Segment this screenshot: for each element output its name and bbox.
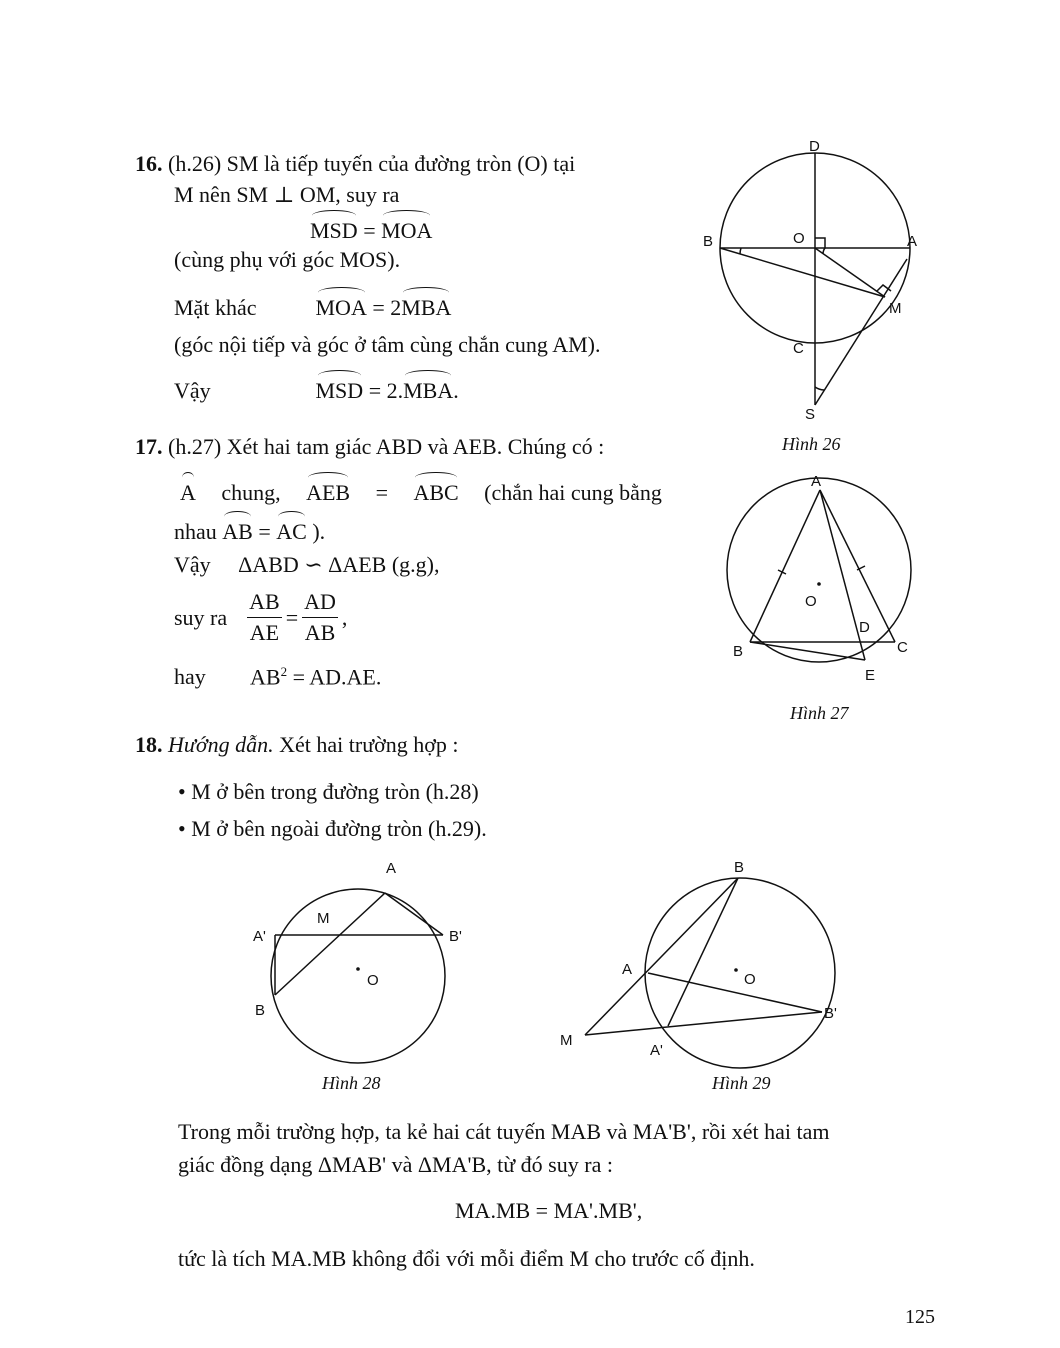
operator: = 2. — [368, 378, 404, 403]
label-b-prime: B' — [824, 1005, 837, 1022]
text-line: giác đồng dạng ΔMAB' và ΔMA'B, từ đó suy ra : — [178, 1152, 613, 1177]
segment-be — [750, 642, 865, 660]
problem-number: 18. — [135, 732, 163, 757]
label: Mặt khác — [174, 295, 257, 320]
text-line: tức là tích MA.MB không đổi với mỗi điểm M cho trước cố định. — [178, 1246, 755, 1271]
side-ab — [750, 490, 820, 642]
bullet-item: • M ở bên ngoài đường tròn (h.29). — [178, 816, 487, 841]
center-dot — [356, 967, 360, 971]
denominator: AE — [249, 620, 280, 645]
angle-mark — [815, 387, 824, 390]
circle-o — [271, 889, 445, 1063]
angle-abc: ABC — [413, 480, 459, 505]
text-line: Xét hai trường hợp : — [279, 732, 459, 757]
side-ac — [820, 490, 895, 642]
text: ). — [312, 519, 326, 544]
figure-28 — [245, 855, 485, 1075]
label-a-prime: A' — [253, 928, 266, 945]
label: suy ra — [174, 604, 228, 630]
label-a: A — [386, 860, 397, 877]
problem-17-line-1 — [135, 433, 604, 461]
label-d: D — [809, 138, 820, 155]
text-line: Trong mỗi trường hợp, ta kẻ hai cát tuyến MAB và MA'B', rồi xét hai tam — [178, 1119, 830, 1144]
equation-line-3 — [174, 377, 459, 405]
text-line: Vậy ΔABD ∽ ΔAEB (g.g), — [174, 552, 440, 577]
label-c: C — [793, 340, 804, 357]
angle-moa: MOA — [315, 295, 367, 320]
text-line: M nên SM ⊥ OM, suy ra — [174, 182, 400, 207]
denominator: AB — [304, 620, 336, 645]
problem-17-fraction-line — [174, 587, 347, 648]
numerator: AB — [247, 587, 282, 618]
segment-ab1 — [648, 973, 822, 1012]
label-b: B — [733, 643, 744, 660]
angle-mba: MBA — [403, 378, 454, 403]
arc-ac: AC — [276, 519, 307, 544]
label-m: M — [560, 1032, 573, 1049]
label-o: O — [793, 230, 805, 247]
label: Vậy — [174, 378, 211, 403]
label-a: A — [622, 961, 633, 978]
comma: , — [341, 604, 348, 630]
text: nhau — [174, 519, 217, 544]
figure-29 — [550, 850, 860, 1075]
center-dot — [817, 582, 821, 586]
label-s: S — [805, 406, 816, 423]
label-e: E — [865, 667, 876, 684]
segment-ab1 — [385, 893, 443, 935]
circle-o — [727, 478, 911, 662]
figure-28-caption: Hình 28 — [322, 1073, 381, 1093]
label-a: A — [907, 233, 918, 250]
label-b: B — [734, 859, 745, 876]
label-a-prime: A' — [650, 1042, 663, 1059]
period: . — [453, 378, 459, 403]
text: AB — [250, 664, 281, 690]
superscript: 2 — [280, 664, 288, 679]
bullet-item: • M ở bên trong đường tròn (h.28) — [178, 779, 479, 804]
right-angle-mark — [815, 238, 825, 248]
angle-a: A — [180, 480, 196, 505]
fraction-ab-ae — [247, 587, 282, 648]
operator: = — [258, 519, 271, 544]
text: (chắn hai cung bằng — [484, 480, 662, 505]
label-m: M — [889, 300, 902, 317]
hint-label: Hướng dẫn. — [168, 732, 274, 757]
problem-16-line-1 — [135, 150, 575, 178]
label: hay — [174, 664, 206, 690]
angle-mark — [740, 248, 741, 254]
segment-om — [815, 248, 885, 297]
page-number: 125 — [905, 1306, 935, 1328]
secant-mab — [585, 878, 738, 1035]
label-o: O — [805, 593, 817, 610]
label-b: B — [703, 233, 714, 250]
problem-17-line-3 — [174, 518, 325, 546]
operator: = — [363, 218, 376, 243]
operator: = — [375, 480, 388, 505]
arc-ab: AB — [222, 519, 253, 544]
label-o: O — [744, 971, 756, 988]
angle-moa: MOA — [381, 218, 433, 243]
angle-mba: MBA — [401, 295, 452, 320]
label-m: M — [317, 910, 330, 927]
angle-mark — [823, 248, 825, 254]
label-b: B — [255, 1002, 266, 1019]
operator: = — [285, 604, 299, 630]
label-d: D — [859, 619, 870, 636]
label-b-prime: B' — [449, 928, 462, 945]
fraction-ad-ab — [302, 587, 338, 648]
operator: = 2 — [372, 295, 402, 320]
text: chung, — [221, 480, 281, 505]
equation-line-2 — [174, 294, 451, 322]
problem-17-line-6 — [174, 658, 381, 691]
problem-18-line-1 — [135, 731, 459, 759]
problem-number: 16. — [135, 151, 163, 176]
segment-bm — [720, 248, 885, 297]
problem-number: 17. — [135, 434, 163, 459]
label-a: A — [811, 473, 822, 490]
text-line: (góc nội tiếp và góc ở tâm cùng chắn cung AM). — [174, 332, 601, 357]
text-line: (h.27) Xét hai tam giác ABD và AEB. Chúng có : — [168, 434, 605, 459]
equation-angles-1 — [310, 217, 432, 245]
angle-msd: MSD — [315, 378, 364, 403]
label-o: O — [367, 972, 379, 989]
figure-26 — [695, 135, 935, 465]
problem-17-line-2 — [180, 479, 662, 507]
angle-aeb: AEB — [306, 480, 351, 505]
secant-ma1b1 — [585, 1012, 822, 1035]
equation-power: MA.MB = MA'.MB', — [455, 1198, 643, 1223]
label-c: C — [897, 639, 908, 656]
figure-27-caption: Hình 27 — [790, 703, 849, 723]
figure-27 — [715, 470, 935, 690]
center-dot — [734, 968, 738, 972]
text-line: (cùng phụ với góc MOS). — [174, 247, 401, 272]
circle-o — [645, 878, 835, 1068]
angle-msd: MSD — [310, 218, 358, 243]
text: = AD.AE. — [292, 664, 382, 690]
figure-29-caption: Hình 29 — [712, 1073, 771, 1093]
numerator: AD — [302, 587, 338, 618]
figure-26-caption: Hình 26 — [782, 434, 841, 454]
text-line: (h.26) SM là tiếp tuyến của đường tròn (O) tại — [168, 151, 576, 176]
